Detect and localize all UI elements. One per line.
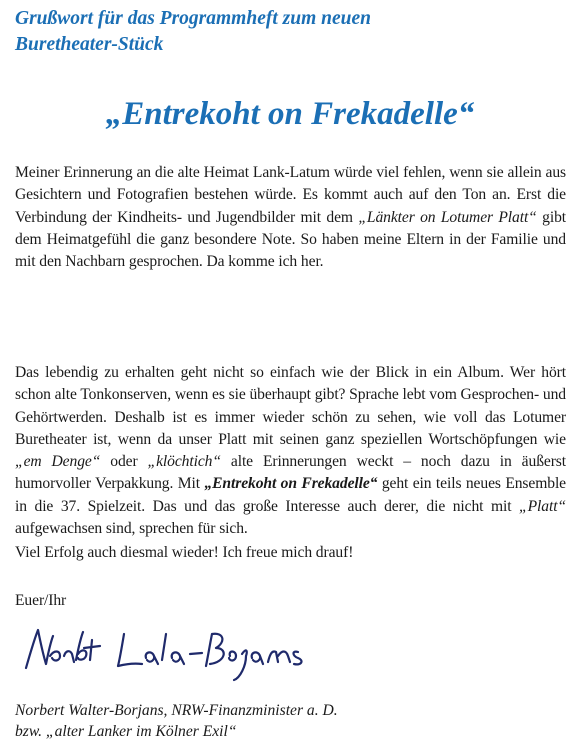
heading-line-2: Buretheater-Stück [15,34,164,55]
play-title: „Entrekoht on Frekadelle“ [105,96,475,132]
p2-quote-em-denge: „em Denge“ [15,453,101,471]
paragraph-2 [15,362,566,540]
signer-name-title: Norbert Walter-Borjans, NRW-Finanzminister a. D. [15,702,338,719]
p2-play-name: „Entrekoht on Frekadelle“ [204,475,378,493]
p2-text-2: oder [100,453,148,471]
p2-text-3: alte Erinnerungen weckt – noch dazu in äußerst humorvoller Verpakkung. Mit [15,453,567,493]
paragraph-1 [15,162,566,273]
paragraph-3: Viel Erfolg auch diesmal wieder! Ich freue mich drauf! [15,544,354,561]
p2-quote-platt: „Platt“ [519,497,566,515]
p1-text-1: Meiner Erinnerung an die alte Heimat Lank-Latum würde viel fehlen, wenn sie allein aus Gesichtern und Fotografien bestehen würde. Es kommt auch auf den Ton an. Erst die Verbindung der Kindheits- und Jugendbilder mit dem [15,164,566,226]
p1-text-2: gibt dem Heimatgefühl die ganz besondere Note. So haben meine Eltern in der Familie und mit den Nachbarn gesprochen. Da komme ich her. [15,208,566,271]
signer-info [15,700,338,742]
heading-line-1: Grußwort für das Programmheft zum neuen [15,8,371,29]
closing-salutation: Euer/Ihr [15,592,67,609]
p2-text-5: aufgewachsen sind, sprechen für sich. [15,520,248,538]
p2-text-4: geht ein teils neues Ensemble in die 37. Spielzeit. Das und das große Interesse auch derer, die nicht mit [15,475,567,515]
handwritten-signature-icon [20,620,310,682]
signer-nickname: bzw. „alter Lanker im Kölner Exil“ [15,723,237,740]
p2-text-1: Das lebendig zu erhalten geht nicht so einfach wie der Blick in ein Album. Wer hört schon alte Tonkonserven, wenn es sie überhaupt gibt? Sprache lebt vom Gesprochen- und Gehörtwerden. Deshalb ist es immer wieder schön zu sehen, wie voll das Lotumer Buretheater ist, wenn da unser Platt mit seinen ganz speziellen Wortschöpfungen wie [15,364,566,448]
greeting-heading [15,0,566,58]
p2-quote-kloechtich: „klöchtich“ [147,453,221,471]
p1-dialect-quote: „Länkter on Lotumer Platt“ [358,208,537,226]
